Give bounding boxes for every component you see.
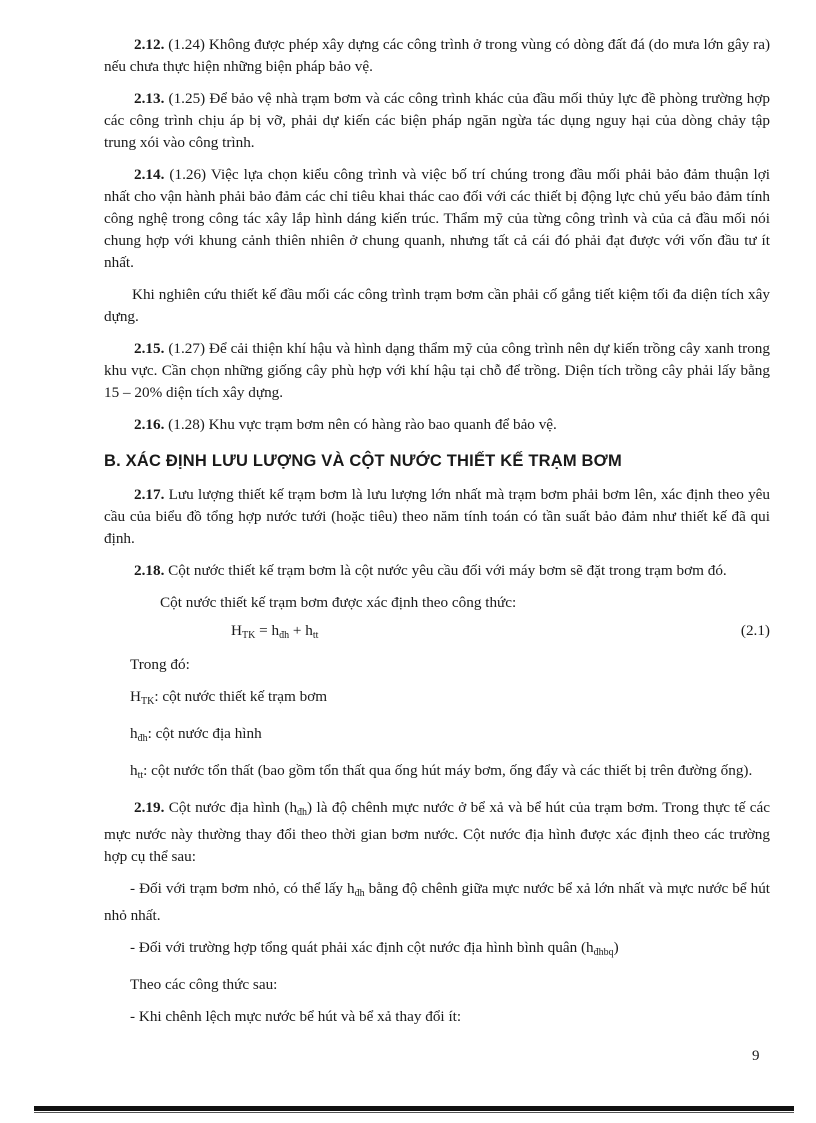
bullet-subscript: đhbq — [593, 947, 614, 958]
item-number: 2.19. — [134, 799, 165, 816]
bullet-small-station — [104, 878, 770, 927]
paragraph-2-15 — [104, 338, 770, 404]
bottom-rule-thin — [34, 1112, 794, 1113]
trong-do-label: Trong đó: — [130, 656, 190, 673]
item-subscript: đh — [297, 807, 308, 818]
formula-expression — [231, 620, 318, 647]
item-text: Cột nước địa hình (h — [164, 799, 298, 816]
section-heading-b: B. XÁC ĐỊNH LƯU LƯỢNG VÀ CỘT NƯỚC THIẾT KẾ TRẠM BƠM — [104, 452, 622, 470]
def-text: : cột nước địa hình — [147, 725, 262, 742]
paragraph-2-16 — [104, 414, 770, 436]
paragraph-2-17 — [104, 484, 770, 550]
paragraph-2-18 — [104, 560, 770, 582]
definition-hdh — [104, 723, 770, 750]
item-text: (1.26) Việc lựa chọn kiểu công trình và việc bố trí chúng trong đầu mối phải bảo đảm thuận lợi nhất cho vận hành phải bảo đảm các chỉ tiêu khai thác cao đối với các thiết bị động lực chủ yếu bảo đảm tính công nghệ trong công tác xây lắp hình dáng kiến trúc. Thẩm mỹ của từng công trình và của cả đầu mối nói chung hợp với khung cảnh thiên nhiên ở chung quanh, nhưng tất cả cái đó phải đạt được với vốn đầu tư ít nhất. — [104, 166, 770, 271]
theo-cac-cong-thuc: Theo các công thức sau: — [130, 976, 278, 993]
def-symbol: h — [130, 762, 138, 779]
def-text: : cột nước thiết kế trạm bơm — [154, 688, 328, 705]
formula-symbol: H — [231, 622, 242, 639]
item-number: 2.14. — [134, 166, 165, 183]
item-number: 2.16. — [134, 416, 165, 433]
bullet-subscript: đh — [354, 888, 365, 899]
bullet-general-case — [104, 937, 770, 964]
formula-intro: Cột nước thiết kế trạm bơm được xác định theo công thức: — [160, 594, 517, 611]
bottom-rule — [34, 1106, 794, 1111]
item-text: ) là độ chênh mực nước ở bể xả và bể hút của trạm bơm. Trong thực tế các mực nước này thường thay đổi theo thời gian bơm nước. Cột nước địa hình được xác định theo các trường hợp cụ thể sau: — [104, 799, 770, 865]
item-number: 2.17. — [134, 486, 165, 503]
paragraph-2-14 — [104, 164, 770, 274]
page-number: 9 — [752, 1048, 760, 1064]
formula-subscript: tt — [312, 630, 319, 641]
item-number: 2.12. — [134, 36, 165, 53]
formula-2-1 — [104, 620, 770, 644]
paragraph-2-12 — [104, 34, 770, 78]
item-text: Lưu lượng thiết kế trạm bơm là lưu lượng lớn nhất mà trạm bơm phải bơm lên, xác định theo yêu cầu của biểu đồ tổng hợp nước tưới (hoặc tiêu) theo năm tính toán có tần suất bảo đảm như thiết kế đã qui định. — [104, 486, 770, 547]
def-subscript: TK — [140, 696, 155, 707]
def-symbol: H — [130, 688, 141, 705]
def-subscript: đh — [137, 733, 148, 744]
bullet-text: - Đối với trạm bơm nhỏ, có thể lấy h — [130, 880, 355, 897]
item-text: Cột nước thiết kế trạm bơm là cột nước yêu cầu đối với máy bơm sẽ đặt trong trạm bơm đó. — [164, 562, 727, 579]
item-text: (1.25) Để bảo vệ nhà trạm bơm và các công trình khác của đầu mối thủy lực đề phòng trường hợp các công trình chịu áp bị vỡ, phải dự kiến các biện pháp ngăn ngừa tác dụng nguy hại của dòng chảy tập trung xói vào công trình. — [104, 90, 770, 151]
definition-htt — [104, 760, 770, 787]
def-symbol: h — [130, 725, 138, 742]
paragraph-2-19 — [104, 797, 770, 868]
bullet-text: bằng độ chênh giữa mực nước bể xả lớn nhất và mực nước bể hút nhỏ nhất. — [104, 880, 771, 924]
formula-subscript: TK — [241, 630, 256, 641]
def-subscript: tt — [137, 770, 144, 781]
definition-htk — [104, 686, 770, 713]
bullet-text: - Đối với trường hợp tổng quát phải xác định cột nước địa hình bình quân (h — [130, 939, 594, 956]
item-number: 2.13. — [134, 90, 165, 107]
item-text: (1.28) Khu vực trạm bơm nên có hàng rào bao quanh để bảo vệ. — [164, 416, 557, 433]
formula-symbol: = h — [255, 622, 280, 639]
bullet-small-variation: - Khi chênh lệch mực nước bể hút và bể xả thay đổi ít: — [130, 1008, 462, 1025]
item-number: 2.15. — [134, 340, 165, 357]
item-text: (1.27) Để cải thiện khí hậu và hình dạng thẩm mỹ của công trình nên dự kiến trồng cây xanh trong khu vực. Cần chọn những giống cây phù hợp với khí hậu tại chỗ để trồng. Diện tích trồng cây phải lấy bằng 15 – 20% diện tích xây dựng. — [104, 340, 770, 401]
bullet-text: ) — [613, 939, 619, 956]
def-text: : cột nước tổn thất (bao gồm tổn thất qua ống hút máy bơm, ống đẩy và các thiết bị trên đường ống). — [143, 762, 753, 779]
paragraph-2-13 — [104, 88, 770, 154]
item-number: 2.18. — [134, 562, 165, 579]
formula-subscript: đh — [279, 630, 290, 641]
page-content — [104, 34, 770, 1038]
formula-symbol: + h — [289, 622, 313, 639]
paragraph-khi-nghien-cuu: Khi nghiên cứu thiết kế đầu mối các công trình trạm bơm cần phải cố gắng tiết kiệm tối đa diện tích xây dựng. — [104, 286, 770, 325]
equation-number: (2.1) — [740, 622, 770, 639]
item-text: (1.24) Không được phép xây dựng các công trình ở trong vùng có dòng đất đá (do mưa lớn gây ra) nếu chưa thực hiện những biện pháp bảo vệ. — [104, 36, 770, 75]
